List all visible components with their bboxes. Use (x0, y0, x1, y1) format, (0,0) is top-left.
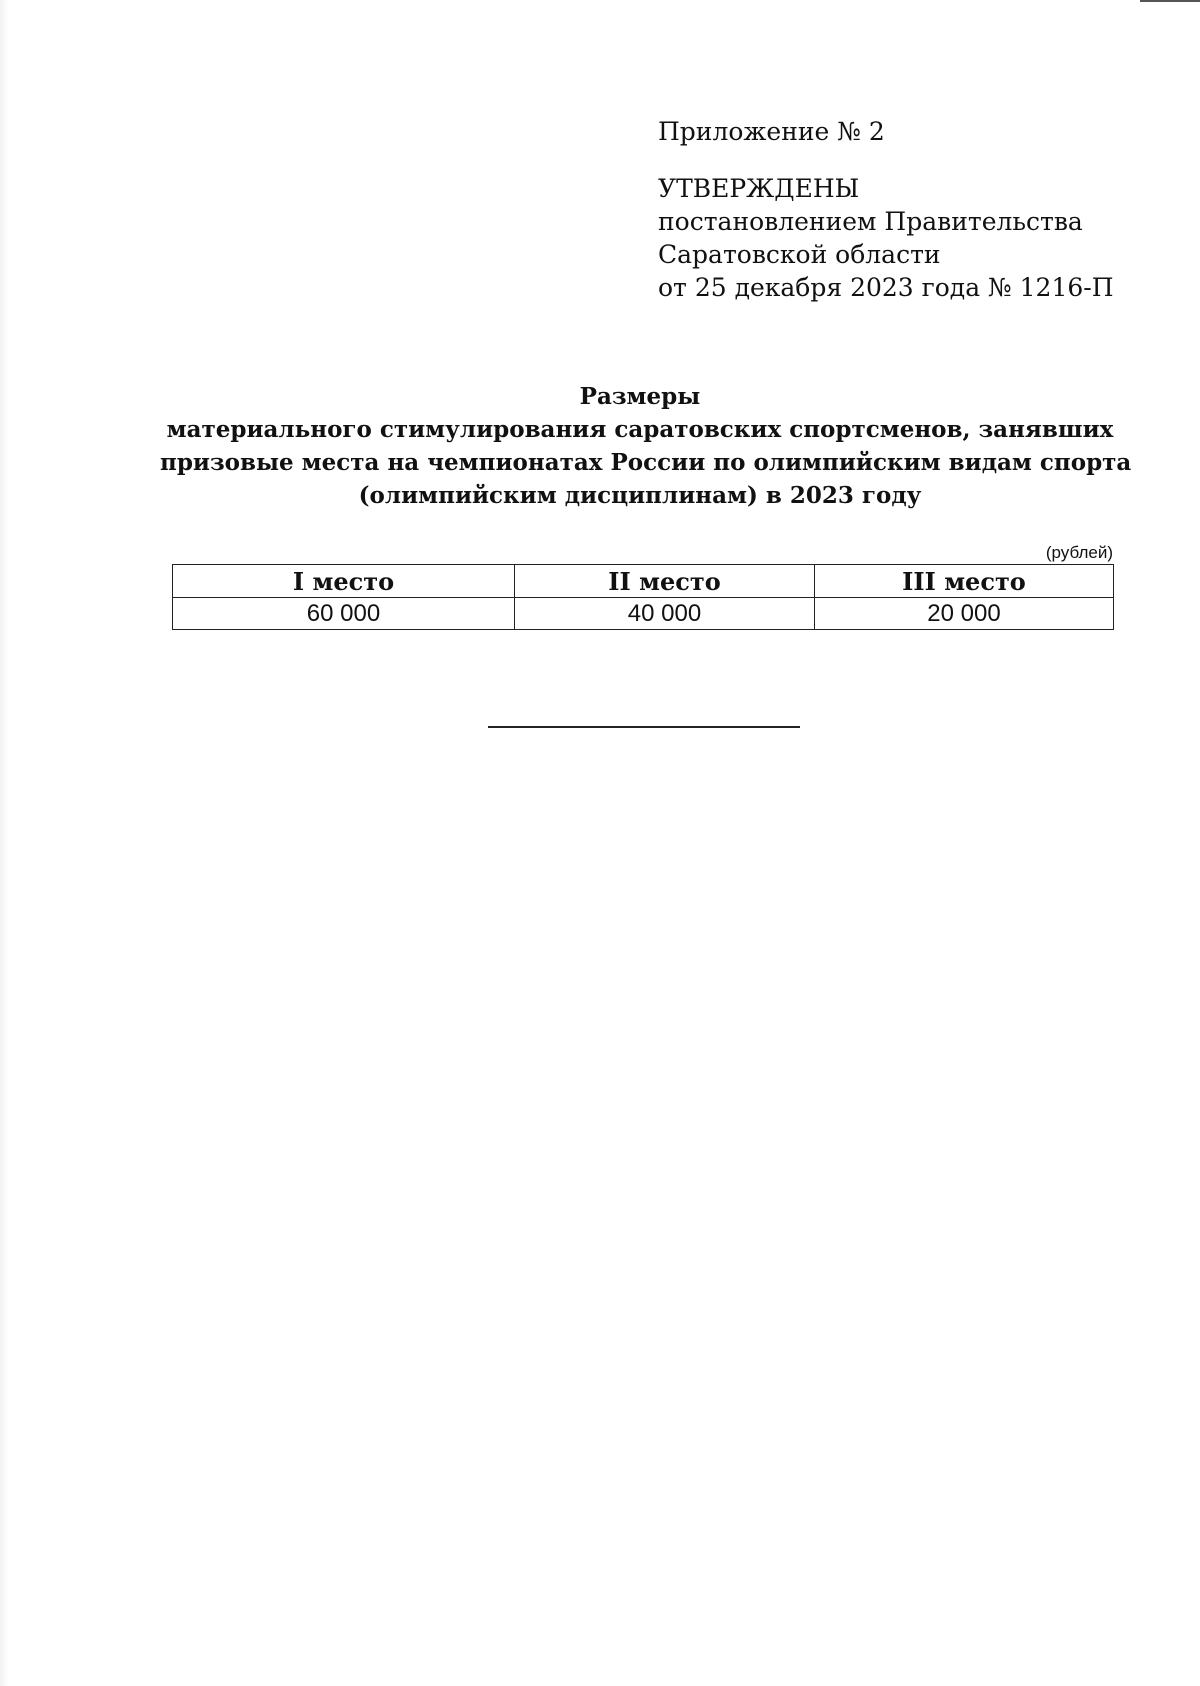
table-row (173, 598, 1114, 630)
header-third-place: III место (815, 565, 1114, 598)
header-second-place: II место (515, 565, 815, 598)
title-line-3: призовые места на чемпионатах России по олимпийским видам спорта (160, 449, 1132, 476)
table-header-row (173, 565, 1114, 598)
approval-line-1: постановлением Правительства (658, 207, 1083, 236)
approval-line-3: от 25 декабря 2023 года № 1216-П (658, 273, 1114, 302)
document-title (160, 380, 1132, 512)
title-line-4: (олимпийским дисциплинам) в 2023 году (358, 482, 922, 509)
value-third-place: 20 000 (815, 598, 1114, 630)
approval-block (658, 115, 1158, 304)
units-label: (рублей) (1045, 543, 1113, 562)
end-divider (488, 726, 800, 728)
header-first-place: I место (173, 565, 515, 598)
rewards-table (172, 564, 1114, 630)
title-line-1: Размеры (579, 383, 701, 410)
corner-scan-mark (1140, 0, 1200, 2)
annex-number: Приложение № 2 (658, 117, 885, 146)
approval-line-2: Саратовской области (658, 240, 941, 269)
approved-label: УТВЕРЖДЕНЫ (658, 174, 860, 203)
value-second-place: 40 000 (515, 598, 815, 630)
scan-edge (0, 0, 8, 1686)
value-first-place: 60 000 (173, 598, 515, 630)
title-line-2: материального стимулирования саратовских спортсменов, занявших (166, 416, 1114, 443)
